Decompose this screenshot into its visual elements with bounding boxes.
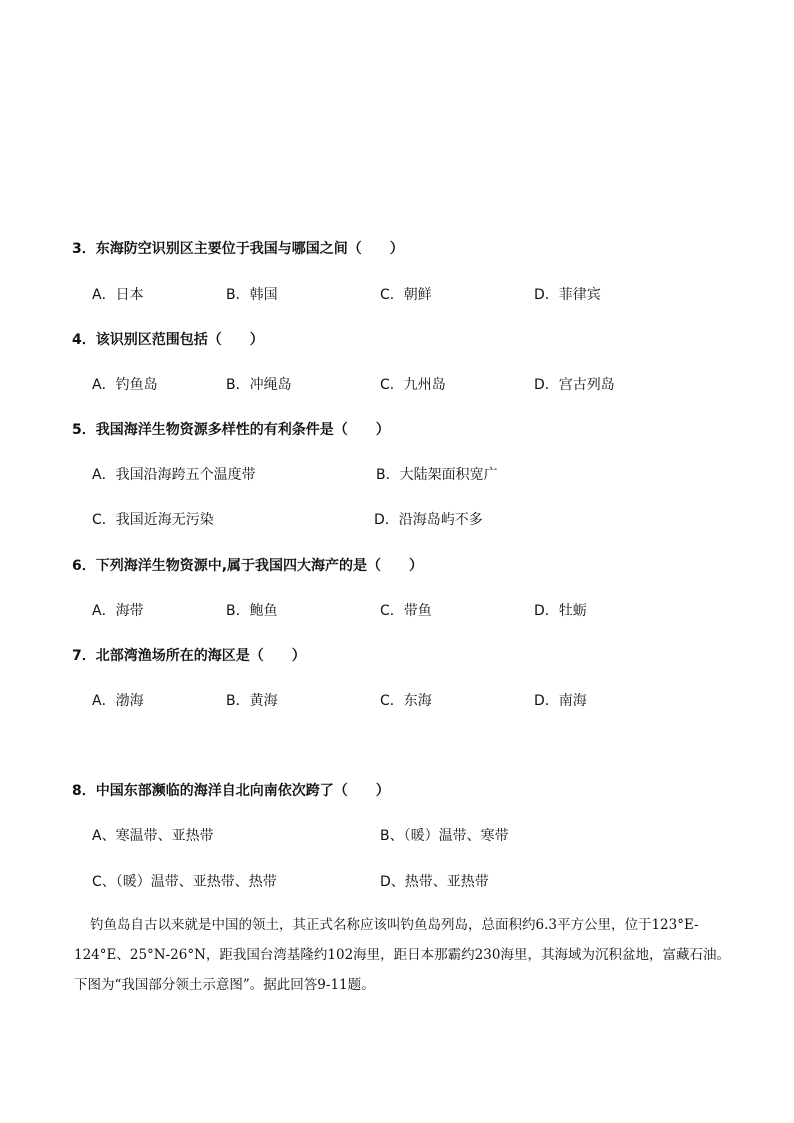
- question-3-option-d: D．菲律宾: [534, 287, 601, 303]
- question-6-option-c: C．带鱼: [380, 603, 432, 619]
- question-7-option-a: A．渤海: [92, 693, 144, 709]
- question-5-option-c: C．我国近海无污染: [92, 512, 214, 528]
- question-7-option-c: C．东海: [380, 693, 432, 709]
- question-4-option-a: A．钓鱼岛: [92, 377, 158, 393]
- question-7-stem: 7．北部湾渔场所在的海区是（ ）: [72, 648, 306, 664]
- question-6-option-b: B．鲍鱼: [226, 603, 278, 619]
- question-3-stem: 3．东海防空识别区主要位于我国与哪国之间（ ）: [72, 241, 404, 257]
- question-3-option-c: C．朝鲜: [380, 287, 432, 303]
- question-4-option-d: D．宫古列岛: [534, 377, 615, 393]
- question-4-stem: 4．该识别区范围包括（ ）: [72, 332, 264, 348]
- question-6-stem: 6．下列海洋生物资源中,属于我国四大海产的是（ ）: [72, 558, 424, 574]
- question-4-option-b: B．冲绳岛: [226, 377, 292, 393]
- question-6-option-a: A．海带: [92, 603, 144, 619]
- passage-text: 钓鱼岛自古以来就是中国的领土，其正式名称应该叫钓鱼岛列岛，总面积约6.3平方公里，位于123°E-124°E、25°N-26°N，距我国台湾基隆约102海里，距日本那霸约230海里，其海域为沉积盆地，富藏石油。下图为“我国部分领土示意图”。据此回答9-11题。: [74, 917, 730, 993]
- question-6-option-d: D．牡蛎: [534, 603, 587, 619]
- question-3-option-a: A．日本: [92, 287, 144, 303]
- question-4-option-c: C．九州岛: [380, 377, 446, 393]
- question-7-option-b: B．黄海: [226, 693, 278, 709]
- question-5-stem: 5．我国海洋生物资源多样性的有利条件是（ ）: [72, 422, 390, 438]
- question-8-stem: 8．中国东部濒临的海洋自北向南依次跨了（ ）: [72, 783, 390, 799]
- question-5-option-d: D．沿海岛屿不多: [374, 512, 483, 528]
- question-7-option-d: D．南海: [534, 693, 587, 709]
- question-5-option-a: A．我国沿海跨五个温度带: [92, 467, 256, 483]
- question-8-option-a: A、寒温带、亚热带: [92, 828, 214, 844]
- question-3-option-b: B．韩国: [226, 287, 278, 303]
- question-5-option-b: B．大陆架面积宽广: [376, 467, 498, 483]
- question-8-option-c: C、（暖）温带、亚热带、热带: [92, 874, 277, 890]
- question-8-option-b: B、（暖）温带、寒带: [380, 828, 509, 844]
- question-8-option-d: D、热带、亚热带: [380, 874, 489, 890]
